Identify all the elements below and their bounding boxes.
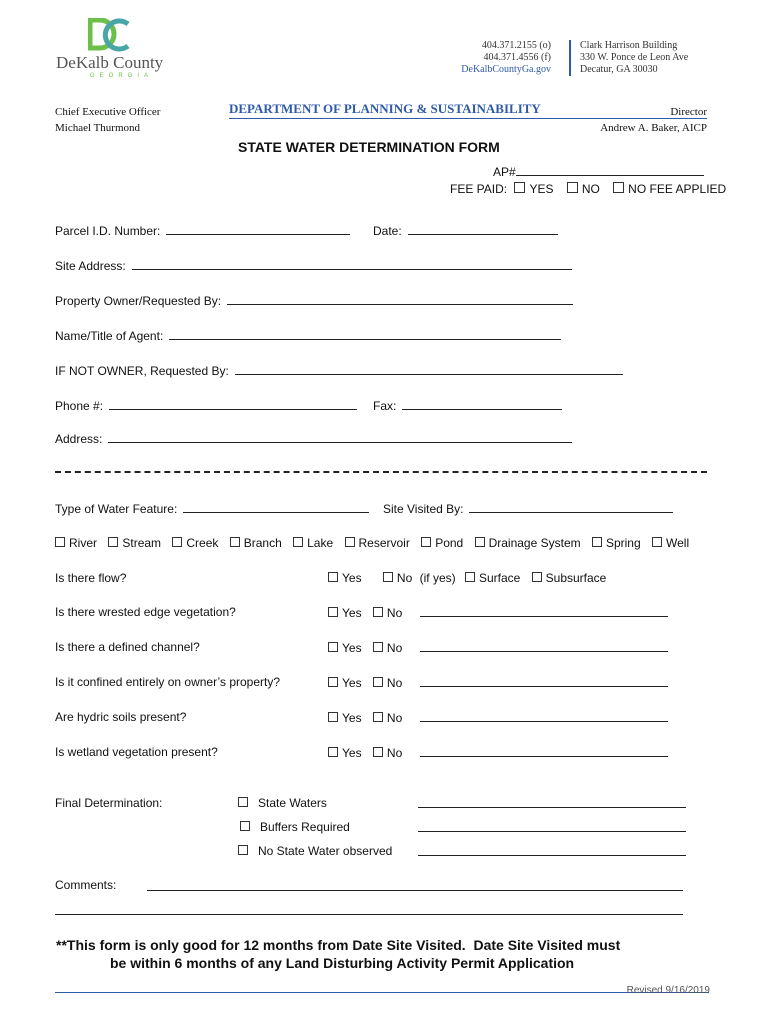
fee-yes-checkbox[interactable] [514, 182, 525, 193]
footer-rule [55, 992, 709, 993]
question-options [328, 745, 668, 760]
date-field[interactable] [373, 223, 558, 238]
fee-no-checkbox[interactable] [567, 182, 578, 193]
address-line-2: 330 W. Ponce de Leon Ave [580, 52, 689, 63]
not-owner-label: IF NOT OWNER, Requested By: [55, 364, 229, 378]
ap-label: AP# [493, 165, 516, 179]
site-address-label: Site Address: [55, 259, 126, 273]
question-yes[interactable]: Yes [328, 711, 362, 725]
ceo-title: Chief Executive Officer [55, 106, 161, 118]
address-line-3: Decatur, GA 30030 [580, 64, 658, 75]
form-title: STATE WATER DETERMINATION FORM [238, 139, 500, 155]
feature-reservoir[interactable]: Reservoir [345, 536, 410, 550]
question-notes-line[interactable] [420, 745, 668, 757]
website-link[interactable]: DeKalbCountyGa.gov [461, 64, 551, 75]
fee-none-checkbox[interactable] [613, 182, 624, 193]
question-yes[interactable]: Yes [328, 676, 362, 690]
question-options [328, 640, 668, 655]
question-label: Is it confined entirely on owner’s property? [55, 675, 281, 689]
visited-label: Site Visited By: [383, 502, 464, 516]
fax-label: Fax: [373, 399, 397, 413]
flow-yes[interactable]: Yes [328, 571, 362, 585]
feature-drainage[interactable]: Drainage System [475, 536, 581, 550]
fee-none-label: NO FEE APPLIED [628, 182, 727, 196]
logo-sub: GEORGIA [90, 73, 154, 79]
contact-divider [569, 40, 571, 76]
ceo-name: Michael Thurmond [55, 122, 141, 134]
owner-field[interactable] [55, 293, 573, 308]
final-notes-line-1[interactable] [418, 796, 686, 808]
director-title: Director [670, 106, 707, 118]
phone-office: 404.371.2155 (o) [481, 40, 551, 51]
final-notes-line-2[interactable] [418, 820, 686, 832]
flow-question: Is there flow? [55, 571, 127, 585]
question-yes[interactable]: Yes [328, 606, 362, 620]
comments-line-2[interactable] [55, 903, 683, 915]
section-divider [55, 471, 707, 473]
fee-label: FEE PAID: [450, 182, 508, 196]
question-yes[interactable]: Yes [328, 746, 362, 760]
address-line-1: Clark Harrison Building [580, 40, 678, 51]
department-title: DEPARTMENT OF PLANNING & SUSTAINABILITY [229, 101, 541, 116]
question-label: Is wetland vegetation present? [55, 745, 218, 759]
question-notes-line[interactable] [420, 710, 668, 722]
flow-options [328, 571, 606, 585]
feature-creek[interactable]: Creek [172, 536, 218, 550]
address-field[interactable] [55, 431, 572, 446]
question-notes-line[interactable] [420, 640, 668, 652]
phone-field[interactable] [55, 398, 357, 413]
visited-field[interactable] [383, 501, 673, 516]
final-option-no-state-water[interactable]: No State Water observed [238, 844, 392, 858]
comments-line-1[interactable] [147, 879, 683, 891]
owner-label: Property Owner/Requested By: [55, 294, 222, 308]
fax-field[interactable] [373, 398, 562, 413]
fee-row [450, 182, 726, 196]
question-no[interactable]: No [373, 641, 402, 655]
department-underline [229, 118, 707, 119]
question-notes-line[interactable] [420, 675, 668, 687]
flow-surface[interactable]: Surface [465, 571, 520, 585]
feature-river[interactable]: River [55, 536, 97, 550]
feature-stream[interactable]: Stream [108, 536, 161, 550]
question-options [328, 710, 668, 725]
final-option-buffers[interactable]: Buffers Required [240, 820, 350, 834]
revised-date: Revised 9/16/2019 [626, 985, 710, 996]
question-label: Are hydric soils present? [55, 710, 187, 724]
not-owner-field[interactable] [55, 363, 623, 378]
feature-well[interactable]: Well [652, 536, 689, 550]
fee-no-label: NO [581, 182, 600, 196]
agent-field[interactable] [55, 328, 561, 343]
phone-fax: 404.371.4556 (f) [483, 52, 551, 63]
question-options [328, 675, 668, 690]
feature-spring[interactable]: Spring [592, 536, 641, 550]
dekalb-logo [56, 16, 166, 82]
question-no[interactable]: No [373, 711, 402, 725]
question-notes-line[interactable] [420, 605, 668, 617]
question-options [328, 605, 668, 620]
final-notes-line-3[interactable] [418, 844, 686, 856]
feature-branch[interactable]: Branch [230, 536, 282, 550]
final-label: Final Determination: [55, 796, 163, 810]
dc-logo-icon [88, 18, 132, 52]
feature-options [55, 536, 689, 550]
flow-ifyes: (if yes) [419, 571, 456, 585]
question-label: Is there a defined channel? [55, 640, 200, 654]
feature-lake[interactable]: Lake [293, 536, 333, 550]
final-option-state-waters[interactable]: State Waters [238, 796, 327, 810]
fee-yes-label: YES [529, 182, 554, 196]
flow-no[interactable]: No [383, 571, 412, 585]
site-address-field[interactable] [55, 258, 572, 273]
question-no[interactable]: No [373, 676, 402, 690]
type-label: Type of Water Feature: [55, 502, 178, 516]
question-label: Is there wrested edge vegetation? [55, 605, 236, 619]
director-name: Andrew A. Baker, AICP [600, 122, 707, 134]
comments-label: Comments: [55, 878, 117, 892]
agent-label: Name/Title of Agent: [55, 329, 164, 343]
logo-text: DeKalb County [56, 53, 164, 72]
type-field[interactable] [55, 501, 369, 516]
parcel-label: Parcel I.D. Number: [55, 224, 161, 238]
question-no[interactable]: No [373, 746, 402, 760]
feature-pond[interactable]: Pond [421, 536, 463, 550]
validity-notice-line-2: be within 6 months of any Land Disturbing Activity Permit Application [110, 955, 575, 971]
question-yes[interactable]: Yes [328, 641, 362, 655]
validity-notice-line-1: **This form is only good for 12 months from Date Site Visited. Date Site Visited must [56, 937, 621, 953]
flow-subsurface[interactable]: Subsurface [532, 571, 607, 585]
date-label: Date: [373, 224, 402, 238]
address-label: Address: [55, 432, 103, 446]
ap-field[interactable] [493, 164, 704, 179]
parcel-field[interactable] [55, 223, 350, 238]
question-no[interactable]: No [373, 606, 402, 620]
phone-label: Phone #: [55, 399, 104, 413]
